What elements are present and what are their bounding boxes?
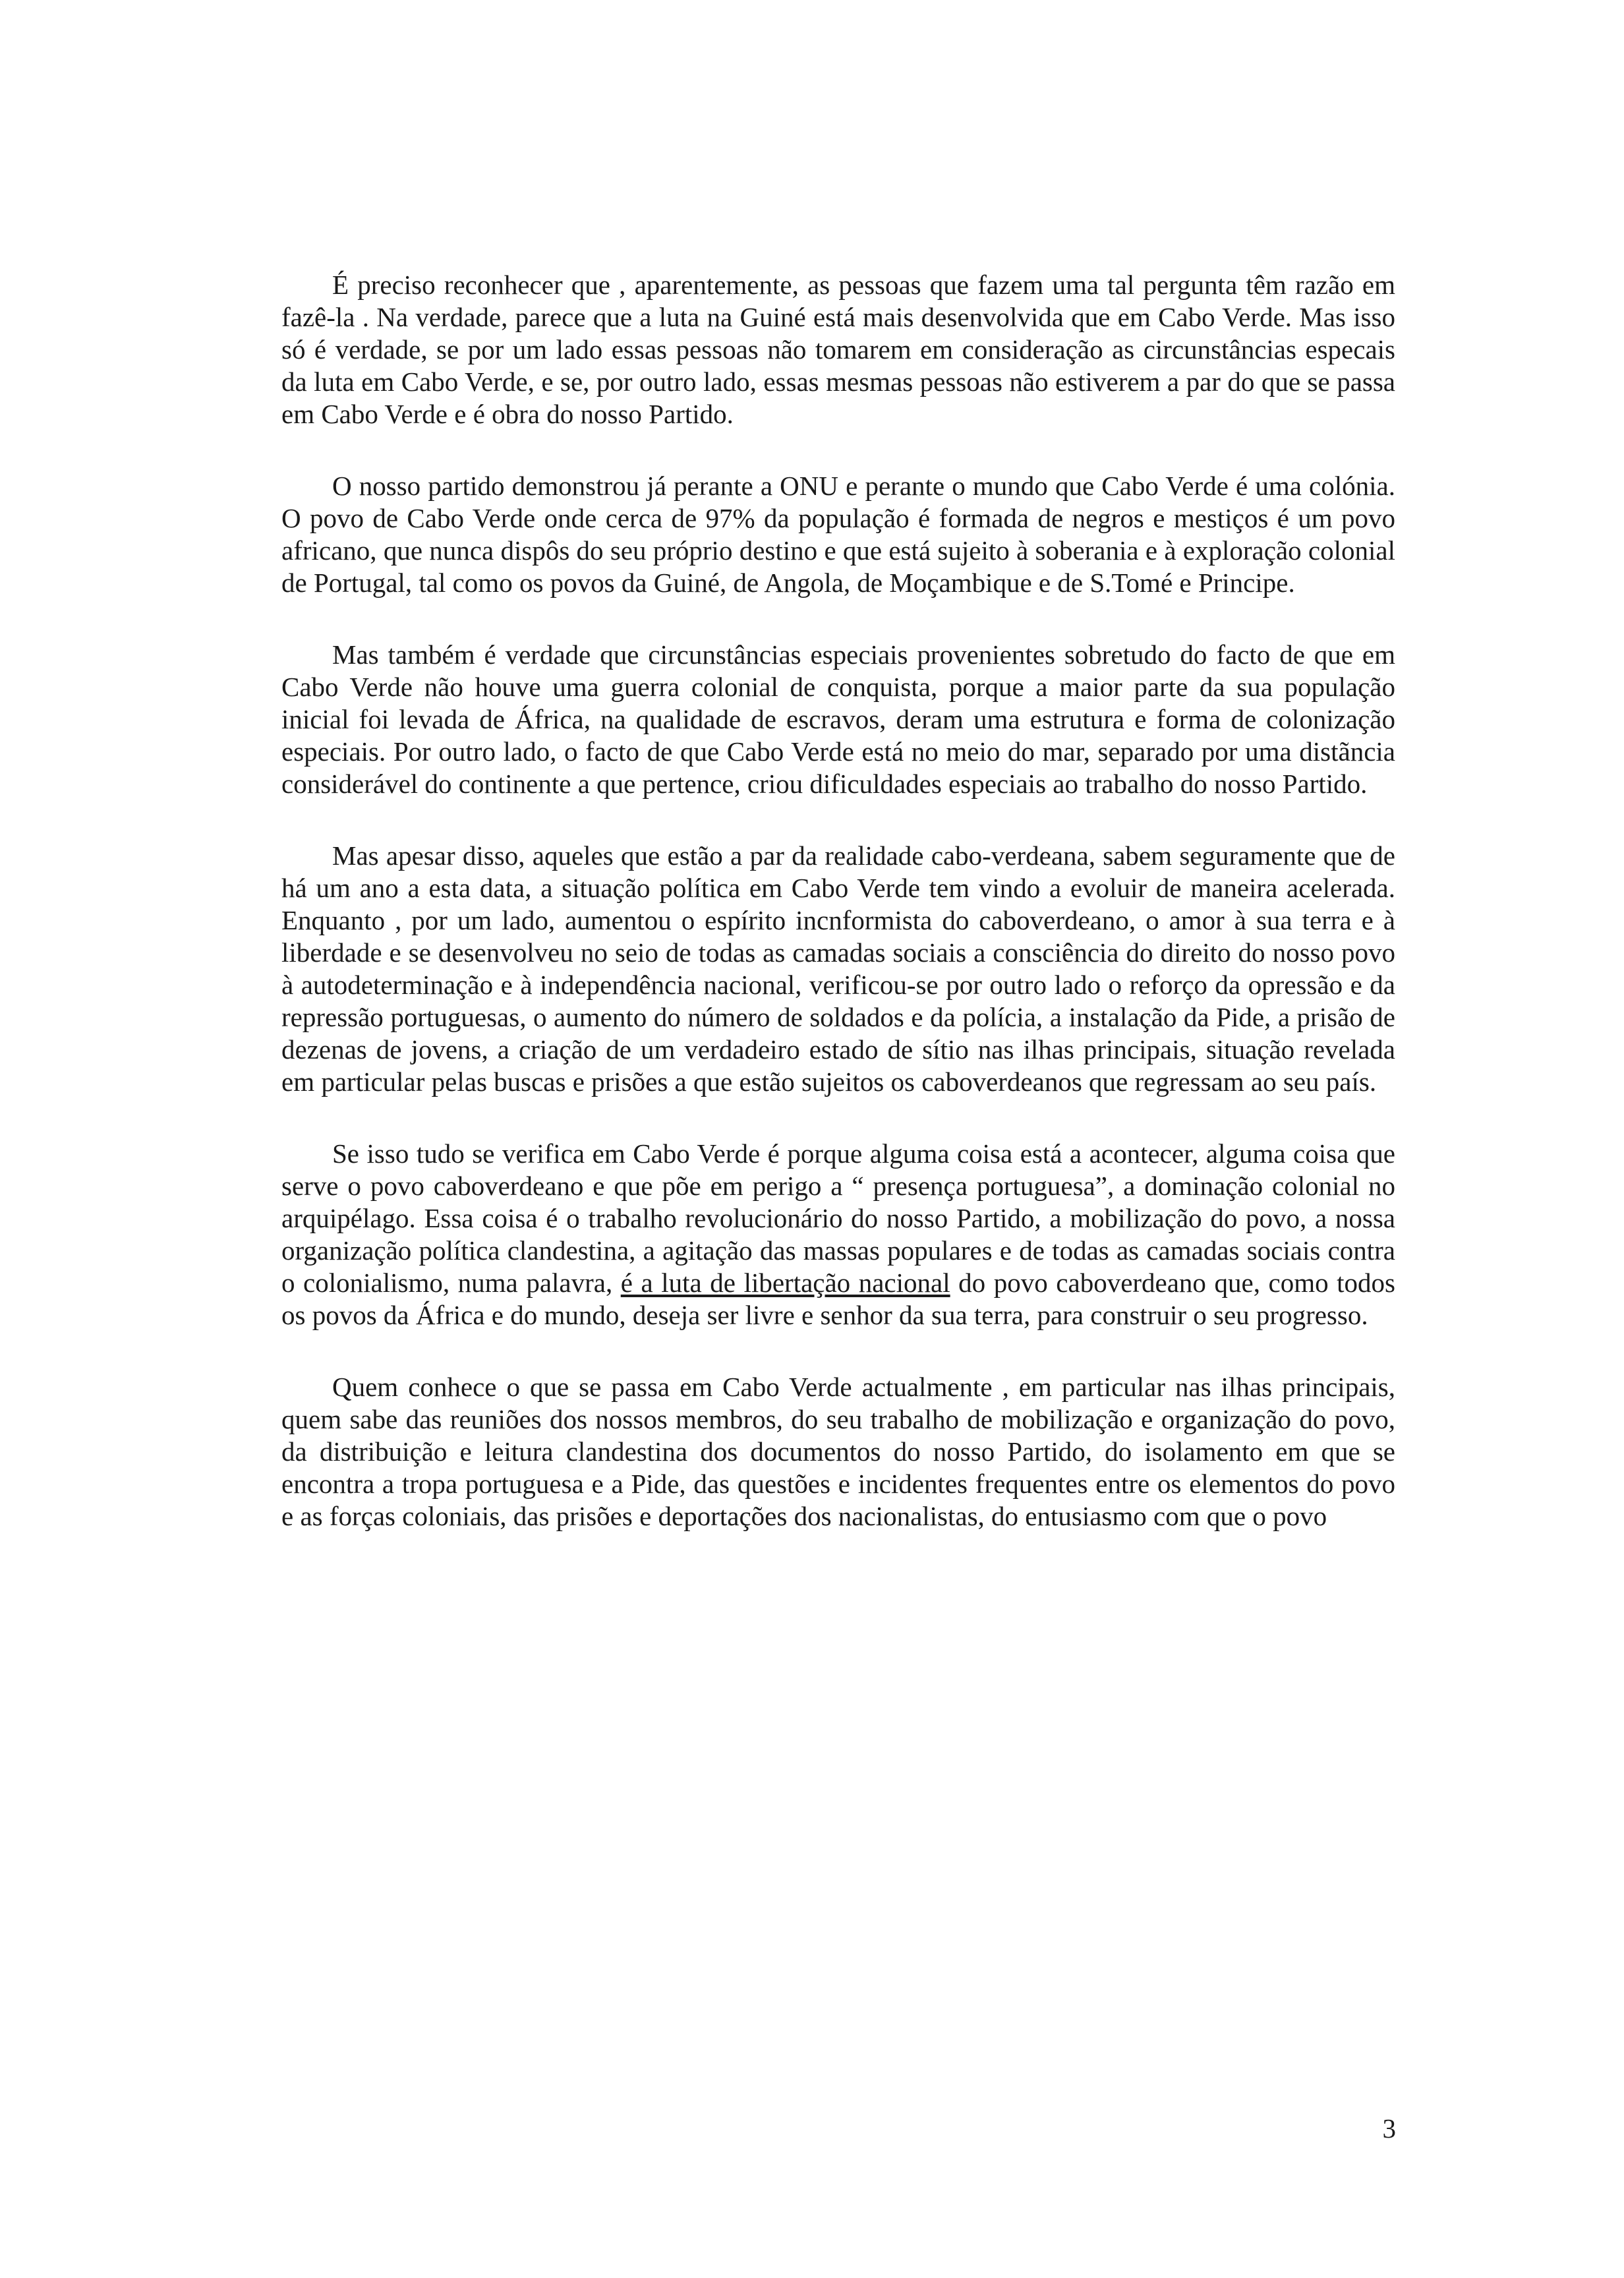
paragraph-5-text-after: do povo caboverdeano que, como todos os povos da África e do mundo, deseja ser livre e senhor da sua terra, para construir o seu progresso. (281, 1268, 1395, 1330)
page-number: 3 (1382, 2113, 1396, 2144)
underlined-phrase: é a luta de libertação nacional (620, 1268, 950, 1298)
paragraph-4: Mas apesar disso, aqueles que estão a par da realidade cabo-verdeana, sabem seguramente que de há um ano a esta data, a situação política em Cabo Verde tem vindo a evoluir de maneira acelerada. Enquanto , por um lado, aumentou o espírito incnformista do caboverdeano, o amor à sua terra e à liberdade e se desenvolveu no seio de todas as camadas sociais a consciência do direito do nosso povo à autodeterminação e à independência nacional, verificou-se por outro lado o reforço da opressão e da repressão portuguesas, o aumento do número de soldados e da polícia, a instalação da Pide, a prisão de dezenas de jovens, a criação de um verdadeiro estado de sítio nas ilhas principais, situação revelada em particular pelas buscas e prisões a que estão sujeitos os caboverdeanos que regressam ao seu país. (281, 840, 1395, 1097)
paragraph-6: Quem conhece o que se passa em Cabo Verde actualmente , em particular nas ilhas principais, quem sabe das reuniões dos nossos membros, do seu trabalho de mobilização e organização do povo, da distribuição e leitura clandestina dos documentos do nosso Partido, do isolamento em que se encontra a tropa portuguesa e a Pide, das questões e incidentes frequentes entre os elementos do povo e as forças coloniais, das prisões e deportações dos nacionalistas, do entusiasmo com que o povo (281, 1372, 1395, 1531)
paragraph-5 (281, 1138, 1395, 1331)
paragraph-3: Mas também é verdade que circunstâncias especiais provenientes sobretudo do facto de que em Cabo Verde não houve uma guerra colonial de conquista, porque a maior parte da sua população inicial foi levada de África, na qualidade de escravos, deram uma estrutura e forma de colonização especiais. Por outro lado, o facto de que Cabo Verde está no meio do mar, separado por uma distãncia considerável do continente a que pertence, criou dificuldades especiais ao trabalho do nosso Partido. (281, 639, 1395, 799)
paragraph-5-text-before: Se isso tudo se verifica em Cabo Verde é porque alguma coisa está a acontecer, alguma coisa que serve o povo caboverdeano e que põe em perigo a “ presença portuguesa”, a dominação colonial no arquipélago. Essa coisa é o trabalho revolucionário do nosso Partido, a mobilização do povo, a nossa organização política clandestina, a agitação das massas populares e de todas as camadas sociais contra o colonialismo, numa palavra, (281, 1138, 1395, 1298)
paragraph-1: É preciso reconhecer que , aparentemente, as pessoas que fazem uma tal pergunta têm razão em fazê-la . Na verdade, parece que a luta na Guiné está mais desenvolvida que em Cabo Verde. Mas isso só é verdade, se por um lado essas pessoas não tomarem em consideração as circunstâncias especais da luta em Cabo Verde, e se, por outro lado, essas mesmas pessoas não estiverem a par do que se passa em Cabo Verde e é obra do nosso Partido. (281, 270, 1395, 429)
paragraph-2: O nosso partido demonstrou já perante a ONU e perante o mundo que Cabo Verde é uma colónia. O povo de Cabo Verde onde cerca de 97% da população é formada de negros e mestiços é um povo africano, que nunca dispôs do seu próprio destino e que está sujeito à soberania e à exploração colonial de Portugal, tal como os povos da Guiné, de Angola, de Moçambique e de S.Tomé e Principe. (281, 471, 1395, 598)
document-body (281, 269, 1395, 1533)
